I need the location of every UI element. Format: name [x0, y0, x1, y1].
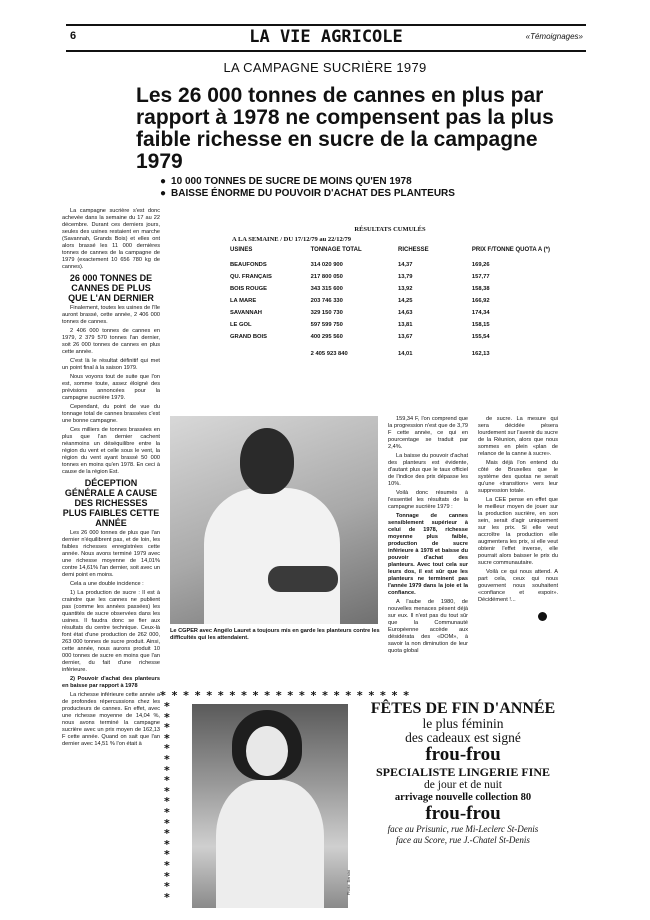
cell-prix: 158,38 — [471, 286, 490, 292]
paragraph: 159,34 F, l'on comprend que la progression n'est que de 3,79 F cette année, ce qui en pourcentage se traduit par 2,4%. — [388, 416, 468, 450]
section-heading: 26 000 TONNES DE CANNES DE PLUS QUE L'AN DERNIER — [68, 273, 154, 303]
cell-usine: BOIS ROUGE — [230, 286, 268, 292]
column-2 — [388, 416, 468, 657]
photo-angelo-lauret — [170, 416, 378, 624]
ad-day-night: de jour et de nuit — [424, 779, 502, 791]
star-border-left: * * * * * * * * * * * * * * * * * * * — [164, 700, 170, 904]
cell-richesse: 13,67 — [397, 334, 413, 340]
photo-caption: Le CGPER avec Angélo Lauret a toujours mis en garde les planteurs contre les difficultés qui les attendaient. — [170, 628, 380, 641]
total-tonnage: 2 405 923 840 — [310, 351, 348, 357]
frou-frou-advertisement — [160, 690, 566, 912]
cell-richesse: 14,37 — [397, 262, 413, 268]
article-headline: Les 26 000 tonnes de cannes en plus par rapport à 1978 ne compensent pas la plus faible richesse en sucre de la campagne 1979 — [136, 84, 554, 173]
subhead-2: ● BAISSE ÉNORME DU POUVOIR D'ACHAT DES PLANTEURS — [160, 188, 560, 200]
cell-tonnage: 203 746 330 — [310, 298, 343, 304]
paragraph: Voilà ce qui nous attend. A part cela, ceux qui nous gouvernent nous souhaitent «confiance et espoir». Décidément !... — [478, 569, 558, 603]
cell-tonnage: 343 315 600 — [310, 286, 343, 292]
cell-tonnage: 400 295 560 — [310, 334, 343, 340]
cell-richesse: 14,25 — [397, 298, 413, 304]
ad-tagline-2: des cadeaux est signé — [405, 730, 521, 745]
cell-richesse: 13,92 — [397, 286, 413, 292]
cell-usine: BEAUFONDS — [230, 262, 267, 268]
ad-headline: FÊTES DE FIN D'ANNÉE — [370, 700, 556, 717]
article-kicker: LA CAMPAGNE SUCRIÈRE 1979 — [223, 60, 427, 75]
total-richesse: 14,01 — [397, 351, 413, 357]
cell-prix: 155,54 — [471, 334, 490, 340]
cell-tonnage: 217 800 050 — [310, 274, 343, 280]
table-row — [222, 331, 558, 343]
cell-tonnage: 597 599 750 — [310, 322, 343, 328]
photo-credit: Photo: Bernini — [346, 870, 351, 896]
col-header-usines: USINES — [230, 247, 253, 253]
paragraph: Voilà donc résumés à l'essentiel les résultats de la campagne sucrière 1979 : — [388, 490, 468, 510]
paragraph: Finalement, toutes les usines de l'île auront brassé, cette année, 2 406 000 tonnes de cannes. — [62, 305, 160, 325]
end-of-article-dot — [538, 612, 547, 621]
masthead: LA VIE AGRICOLE — [249, 27, 403, 47]
results-table — [222, 226, 558, 360]
cell-richesse: 13,81 — [397, 322, 413, 328]
paragraph: 2 406 000 tonnes de cannes en 1979, 2 379 570 tonnes l'an dernier, soit 26 000 tonnes de cannes en plus cette année. — [62, 328, 160, 355]
paragraph: Tonnage de cannes sensiblement supérieur à celui de 1978, richesse moyenne plus faible, production de sucre inférieure à 1978 et baisse du pouvoir d'achat des planteurs. Avec tout cela sur leurs dos, il est sûr que les planteurs ne terminent pas l'année 1979 dans la joie et la confiance. — [388, 513, 468, 596]
cell-prix: 158,15 — [471, 322, 490, 328]
paragraph: C'est là le résultat définitif qui met un point final à la saison 1979. — [62, 358, 160, 371]
table-header-row — [222, 247, 558, 259]
ad-specialty: SPECIALISTE LINGERIE FINE — [375, 765, 551, 779]
page-number: 6 — [70, 30, 77, 42]
cell-prix: 174,34 — [471, 310, 490, 316]
cell-usine: GRAND BOIS — [230, 334, 268, 340]
paragraph: A l'aube de 1980, de nouvelles menaces pèsent déjà sur eux. Il n'est pas du tout sûr que la Communauté Européenne accède aux désidérata des «DOM», à savoir la non diminution de leur quota global — [388, 599, 468, 654]
brand-name-2: frou-frou — [425, 803, 501, 824]
paragraph: Cela a une double incidence : — [70, 581, 144, 587]
lingerie-model-photo — [192, 704, 348, 908]
paragraph: Nous voyons tout de suite que l'on est, somme toute, assez éloigné des prévisions annoncées pour la campagne sucrière 1979. — [62, 374, 160, 401]
paragraph: La campagne sucrière s'est donc achevée dans la semaine du 17 au 22 décembre. Durant ces derniers jours, seules des usines restaient en marche (Savannah, Grands Bois) et elles ont alors brassé les 11 000 dernières tonnes de cannes de la campagne de 1979 (exactement 10 656 780 kg de cannes). — [62, 208, 160, 270]
cell-prix: 157,77 — [471, 274, 490, 280]
paragraph: de sucre. La mesure qui sera décidée pèsera lourdement sur l'avenir du sucre de la Réunion, alors que nous sommes en plein «plan de relance de la canne à sucre». — [478, 416, 558, 457]
column-3 — [478, 416, 558, 606]
cell-richesse: 13,79 — [397, 274, 413, 280]
ad-text — [356, 700, 570, 846]
cell-usine: LE GOL — [230, 322, 252, 328]
star-border-top: * * * * * * * * * * * * * * * * * * * * * * — [160, 689, 410, 702]
rubric: «Témoignages» — [525, 32, 583, 41]
cell-usine: QU. FRANÇAIS — [230, 274, 272, 280]
ad-arrival: arrivage nouvelle collection 80 — [394, 792, 532, 803]
table-row — [222, 319, 558, 331]
results-grid — [222, 247, 558, 360]
table-row — [222, 271, 558, 283]
page-header — [66, 24, 586, 52]
col-header-richesse: RICHESSE — [397, 247, 429, 253]
col-header-prix: PRIX F/TONNE QUOTA A (*) — [471, 247, 551, 253]
total-prix: 162,13 — [471, 351, 490, 357]
ad-tagline-1: le plus féminin — [422, 716, 504, 731]
table-row — [222, 259, 558, 271]
subhead-1: ● 10 000 TONNES DE SUCRE DE MOINS QU'EN 1978 — [160, 176, 560, 188]
cell-prix: 166,92 — [471, 298, 490, 304]
table-title: RÉSULTATS CUMULÉS — [354, 226, 426, 233]
brand-name: frou-frou — [425, 744, 501, 765]
table-total-row — [222, 343, 558, 360]
paragraph: 2) Pouvoir d'achat des planteurs en baisse par rapport à 1978 — [62, 676, 160, 689]
cell-prix: 169,26 — [471, 262, 490, 268]
paragraph: La richesse inférieure cette année a de profondes répercussions chez les producteurs de cannes. En effet, avec une richesse moyenne de 14,04 %, nous avons terminé la campagne sucrière avec un prix moyen de 162,13 F cette année. Quand on sait que l'an dernier avec 14,51 % l'on était à — [62, 692, 160, 747]
section-heading: DÉCEPTION GÉNÉRALE A CAUSE DES RICHESSES PLUS FAIBLES CETTE ANNÉE — [62, 478, 160, 528]
cell-tonnage: 329 150 730 — [310, 310, 343, 316]
address-2: face au Score, rue J.-Chatel St-Denis — [396, 835, 530, 845]
col-header-tonnage: TONNAGE TOTAL — [310, 247, 362, 253]
cell-tonnage: 314 020 900 — [310, 262, 343, 268]
paragraph: La CEE pense en effet que le meilleur moyen de jouer sur la production sucrière, en son sein, serait d'agir uniquement sur les prix. Si elle veut accroître la production elle augmentera les prix, si elle veut obtenir l'effet inverse, elle pourrait alors baisser le prix du sucre communautaire. — [478, 497, 558, 566]
table-subtitle: A LA SEMAINE / DU 17/12/79 au 22/12/79 — [232, 236, 352, 243]
cell-usine: LA MARE — [230, 298, 257, 304]
cell-richesse: 14,63 — [397, 310, 413, 316]
table-row — [222, 295, 558, 307]
paragraph: Les 26 000 tonnes de plus que l'an dernier n'équilibrent pas, et de loin, les faibles richesses enregistrées cette année. Nous avons terminé 1979 avec une richesse moyenne de 14,01% contre 14,61% l'an dernier, soit avec un demi point en moins. — [62, 530, 160, 578]
paragraph: 1) La production de sucre : Il est à craindre que les cannes ne publient pas (comme les années passées) les quantités de sucre observées dans les usines. Il faudra donc se fier aux résultats du centre technique. Ceux-là font état d'une production de 262 000, 263 000 tonnes de sucre produit. Ainsi, cette année, nous aurons produit 10 000 tonnes de sucre en moins que l'an dernier, du fait d'une richesse inférieure. — [62, 590, 160, 673]
table-row — [222, 283, 558, 295]
paragraph: Ces milliers de tonnes brassées en plus que l'an dernier cachent néanmoins un déséquilibre entre la région du vent et celle sous le vent, la région du vent ayant brassé 50 000 tonnes en moins qu'en 1978. En ceci à cause de la région Est. — [62, 427, 160, 475]
paragraph: La baisse du pouvoir d'achat des planteurs est évidente, d'autant plus que le taux officiel de l'indice des prix dépasse les 10%. — [388, 453, 468, 487]
cell-usine: SAVANNAH — [230, 310, 262, 316]
paragraph: Mais déjà l'on entend du côté de Bruxelles que le système des quotas ne serait qu'une «transition» vers leur suppression totale. — [478, 460, 558, 494]
paragraph: Cependant, du point de vue du tonnage total de cannes brassées c'est une bonne campagne. — [62, 404, 160, 424]
subheads — [160, 176, 560, 200]
column-1 — [62, 208, 160, 750]
address-1: face au Prisunic, rue Mi-Leclerc St-Denis — [387, 824, 539, 834]
table-row — [222, 307, 558, 319]
